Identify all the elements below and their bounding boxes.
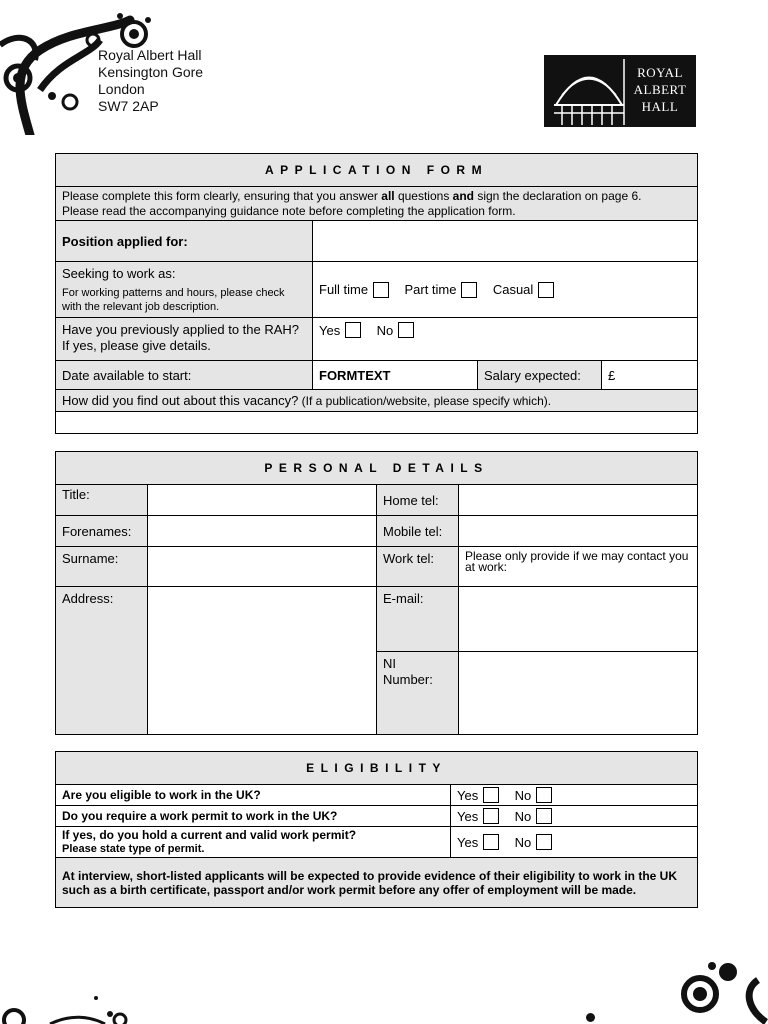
decorative-dot (586, 1013, 595, 1022)
no-label: No (514, 787, 532, 803)
permit-required-question: Do you require a work permit to work in the UK? (56, 806, 451, 827)
salary-expected-field[interactable]: £ (602, 361, 698, 390)
vacancy-note: (If a publication/website, please specify which). (298, 394, 552, 408)
no-label: No (514, 808, 532, 824)
part-time-checkbox[interactable] (461, 282, 477, 298)
date-available-text: Date available to start: (62, 367, 192, 383)
forenames-input[interactable] (148, 516, 377, 547)
valid-permit-note: Please state type of permit. (62, 843, 205, 855)
eligible-options (451, 785, 698, 806)
no-checkbox[interactable] (398, 322, 414, 338)
eligibility-table (55, 751, 698, 908)
valid-permit-question (56, 827, 451, 858)
yes-label: Yes (319, 322, 341, 338)
work-tel-input[interactable]: Please only provide if we may contact you at work: (459, 547, 698, 587)
salary-expected-label: Salary expected: (478, 361, 602, 390)
mobile-tel-label: Mobile tel: (377, 516, 459, 547)
address-label: Address: (56, 587, 148, 735)
ni-number-input[interactable] (459, 652, 698, 735)
previous-application-options[interactable] (313, 318, 698, 361)
previous-application-label: Have you previously applied to the RAH? If yes, please give details. (56, 318, 313, 361)
mobile-tel-input[interactable] (459, 516, 698, 547)
address-line: SW7 2AP (98, 98, 159, 114)
form-instructions (56, 187, 698, 221)
position-input[interactable] (313, 221, 698, 262)
permit-required-options (451, 806, 698, 827)
logo-line: ALBERT (633, 82, 687, 97)
home-tel-input[interactable] (459, 485, 698, 516)
vacancy-question: How did you find out about this vacancy? (62, 393, 299, 408)
yes-label: Yes (457, 787, 479, 803)
application-form-table (55, 153, 698, 434)
instruction-emphasis: and (452, 188, 474, 203)
valid-permit-options (451, 827, 698, 858)
date-available-label (56, 361, 313, 390)
permit-required-yes-checkbox[interactable] (483, 808, 499, 824)
decorative-swirl-bottom-right (678, 960, 768, 1024)
address-line: Kensington Gore (98, 64, 204, 80)
email-input[interactable] (459, 587, 698, 652)
eligible-no-checkbox[interactable] (536, 787, 552, 803)
yes-label: Yes (457, 808, 479, 824)
forenames-label: Forenames: (56, 516, 148, 547)
date-available-field[interactable]: FORMTEXT (313, 361, 478, 390)
full-time-checkbox[interactable] (373, 282, 389, 298)
seeking-label: Seeking to work as: (62, 266, 176, 281)
instruction-text: Please read the accompanying guidance note before completing the application form. (62, 203, 516, 218)
logo-line: ROYAL (637, 65, 683, 80)
royal-albert-hall-logo (544, 55, 696, 127)
yes-checkbox[interactable] (345, 322, 361, 338)
full-time-label: Full time (319, 282, 369, 297)
section-title: PERSONAL DETAILS (56, 452, 698, 485)
seeking-cell (56, 262, 313, 318)
surname-input[interactable] (148, 547, 377, 587)
logo-line: HALL (641, 99, 679, 114)
valid-permit-yes-checkbox[interactable] (483, 834, 499, 850)
decorative-swirl-bottom-left (0, 990, 140, 1024)
work-tel-label: Work tel: (377, 547, 459, 587)
logo-text (629, 64, 691, 115)
no-label: No (514, 834, 532, 850)
instruction-emphasis: all (381, 188, 395, 203)
casual-label: Casual (492, 282, 534, 297)
address-line: Royal Albert Hall (98, 47, 202, 63)
ni-number-label (377, 652, 459, 735)
part-time-label: Part time (404, 282, 457, 297)
instruction-text: sign the declaration on page 6. (474, 188, 642, 203)
seeking-note: For working patterns and hours, please check with the relevant job description. (62, 287, 285, 313)
position-label: Position applied for: (56, 221, 313, 262)
section-title: APPLICATION FORM (56, 154, 698, 187)
no-label: No (376, 322, 394, 338)
home-tel-label: Home tel: (377, 485, 459, 516)
work-type-options (313, 262, 698, 318)
personal-details-table (55, 451, 698, 735)
eligible-yes-checkbox[interactable] (483, 787, 499, 803)
section-title: ELIGIBILITY (56, 752, 698, 785)
eligibility-evidence-note: At interview, short-listed applicants will be expected to provide evidence of their eligibility to work in the UK such as a birth certificate, passport and/or work permit before any offer of employment will be made. (56, 858, 698, 908)
title-input[interactable] (148, 485, 377, 516)
eligible-question: Are you eligible to work in the UK? (56, 785, 451, 806)
title-label: Title: (56, 485, 148, 516)
valid-permit-text: If yes, do you hold a current and valid work permit? (62, 828, 357, 842)
email-label: E-mail: (377, 587, 459, 652)
instruction-text: Please complete this form clearly, ensuring that you answer (62, 188, 382, 203)
address-line: London (98, 81, 145, 97)
vacancy-source-label (56, 390, 698, 412)
casual-checkbox[interactable] (538, 282, 554, 298)
ni-line: NI (383, 656, 396, 671)
instruction-text: questions (394, 188, 453, 203)
ni-line: Number: (383, 672, 433, 687)
surname-label: Surname: (56, 547, 148, 587)
permit-required-no-checkbox[interactable] (536, 808, 552, 824)
address-input[interactable] (148, 587, 377, 735)
organisation-address (98, 47, 203, 115)
yes-label: Yes (457, 834, 479, 850)
valid-permit-no-checkbox[interactable] (536, 834, 552, 850)
vacancy-source-input[interactable] (56, 412, 698, 434)
